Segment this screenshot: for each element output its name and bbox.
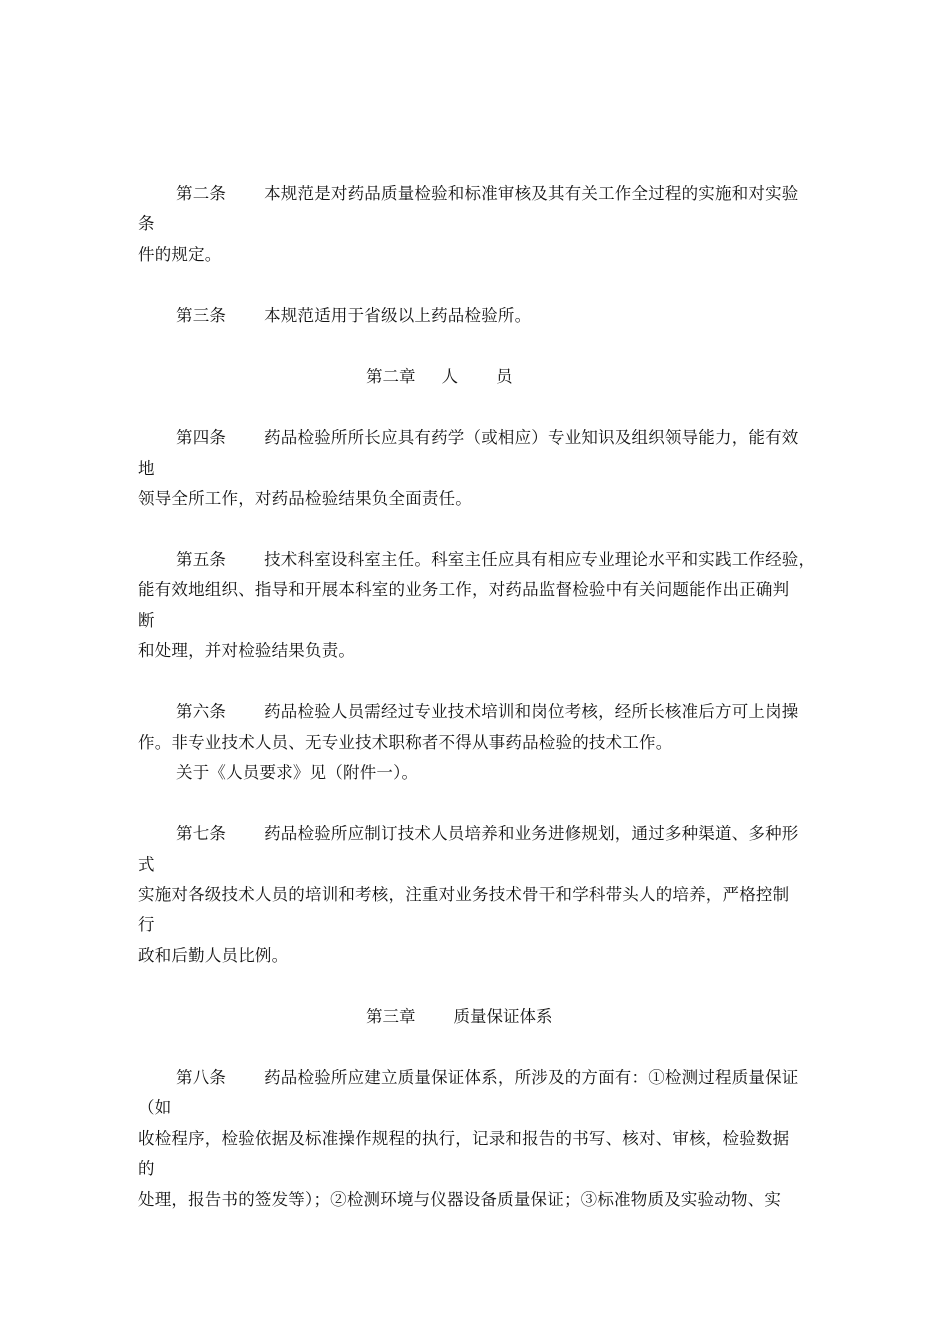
article-6-line-2: 作。非专业技术人员、无专业技术职称者不得从事药品检验的技术工作。: [138, 733, 673, 752]
article-7-line-2: 式: [138, 855, 155, 874]
article-2-line-2: 条: [138, 214, 155, 233]
article-7-line-3: 实施对各级技术人员的培训和考核，注重对业务技术骨干和学科带头人的培养，严格控制: [138, 885, 790, 904]
article-5-line-2: 能有效地组织、指导和开展本科室的业务工作，对药品监督检验中有关问题能作出正确判: [138, 580, 790, 599]
article-6-text-1: 药品检验人员需经过专业技术培训和岗位考核，经所长核准后方可上岗操: [264, 702, 799, 721]
article-7-line-4: 行: [138, 915, 155, 934]
article-7-line-1: [176, 823, 799, 845]
article-3-label: 第三条: [176, 306, 227, 325]
article-4-line-3: 领导全所工作，对药品检验结果负全面责任。: [138, 489, 472, 508]
article-8-line-4: 的: [138, 1159, 155, 1178]
article-4-line-2: 地: [138, 459, 155, 478]
article-5-line-4: 和处理，并对检验结果负责。: [138, 641, 356, 660]
chapter-3-label: 第三章: [366, 1007, 416, 1026]
article-8-text-1: 药品检验所应建立质量保证体系，所涉及的方面有：①检测过程质量保证: [264, 1068, 799, 1087]
article-2-label: 第二条: [176, 184, 227, 203]
article-4-line-1: [176, 427, 799, 449]
chapter-2-label: 第二章: [366, 367, 416, 386]
article-6-label: 第六条: [176, 702, 227, 721]
chapter-3-title: 质量保证体系: [453, 1007, 553, 1026]
article-2-line-1: [176, 183, 799, 205]
article-7-label: 第七条: [176, 824, 227, 843]
article-8-line-2: （如: [138, 1098, 172, 1117]
article-5-text-1: 技术科室设科室主任。科室主任应具有相应专业理论水平和实践工作经验，: [264, 550, 816, 569]
chapter-2-heading: [366, 366, 513, 388]
chapter-2-title-b: 员: [496, 367, 513, 386]
chapter-3-heading: [366, 1006, 553, 1028]
article-2-text-1: 本规范是对药品质量检验和标准审核及其有关工作全过程的实施和对实验: [264, 184, 799, 203]
article-6-line-1: [176, 701, 799, 723]
article-8-line-5: 处理，报告书的签发等）；②检测环境与仪器设备质量保证；③标准物质及实验动物、实: [138, 1190, 782, 1209]
article-4-text-1: 药品检验所所长应具有药学（或相应）专业知识及组织领导能力，能有效: [264, 428, 799, 447]
article-8-label: 第八条: [176, 1068, 227, 1087]
article-5-label: 第五条: [176, 550, 227, 569]
article-7-line-5: 政和后勤人员比例。: [138, 946, 289, 965]
article-6-line-3: 关于《人员要求》见（附件一）。: [176, 763, 419, 782]
chapter-2-title-a: 人: [441, 367, 458, 386]
article-3-line-1: [176, 305, 531, 327]
article-5-line-1: [176, 549, 815, 571]
article-5-line-3: 断: [138, 611, 155, 630]
article-7-text-1: 药品检验所应制订技术人员培养和业务进修规划，通过多种渠道、多种形: [264, 824, 799, 843]
article-2-line-3: 件的规定。: [138, 245, 222, 264]
article-8-line-3: 收检程序，检验依据及标准操作规程的执行，记录和报告的书写、核对、审核，检验数据: [138, 1129, 790, 1148]
article-3-text-1: 本规范适用于省级以上药品检验所。: [264, 306, 532, 325]
article-4-label: 第四条: [176, 428, 227, 447]
article-8-line-1: [176, 1067, 799, 1089]
